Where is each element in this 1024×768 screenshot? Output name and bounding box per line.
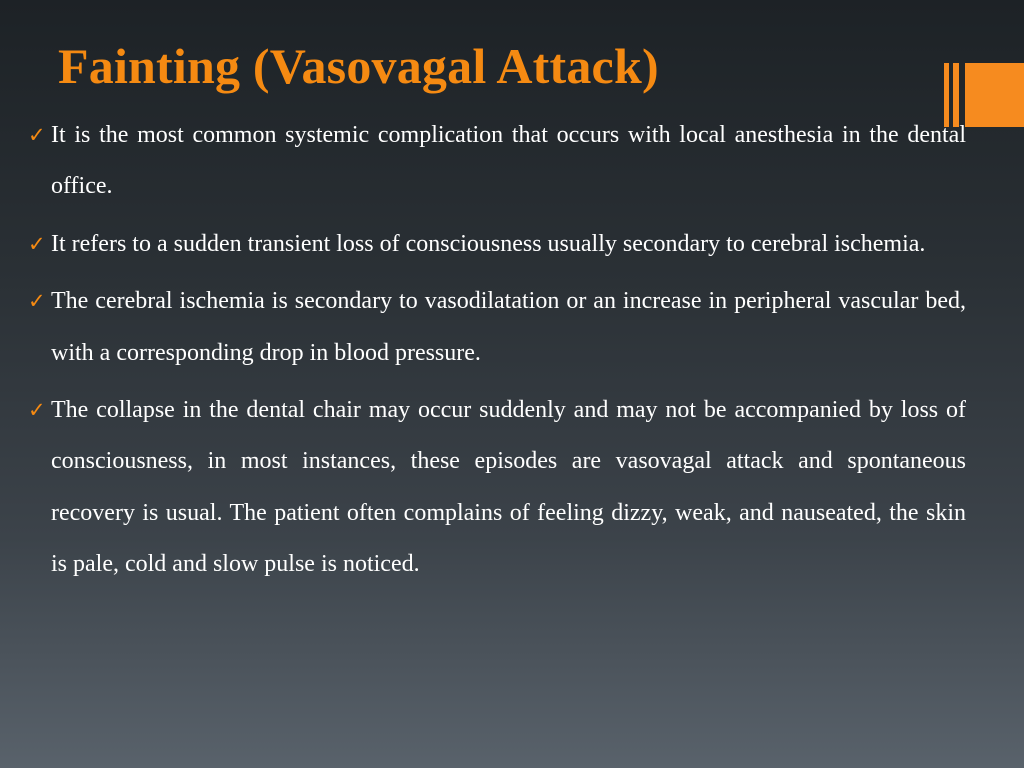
bullet-text: It is the most common systemic complication that occurs with local anesthesia in the dental office. xyxy=(51,122,966,200)
checkmark-icon: ✓ xyxy=(28,231,46,256)
list-item xyxy=(28,385,966,591)
slide-title: Fainting (Vasovagal Attack) xyxy=(58,38,659,94)
checkmark-icon: ✓ xyxy=(28,123,46,147)
bullet-text: The cerebral ischemia is secondary to vasodilatation or an increase in peripheral vascular bed, with a corresponding drop in blood pressure. xyxy=(51,288,966,366)
checkmark-icon: ✓ xyxy=(28,289,46,314)
bullet-text: It refers to a sudden transient loss of consciousness usually secondary to cerebral ischemia. xyxy=(51,230,926,257)
list-item xyxy=(28,276,966,379)
accent-bar-block xyxy=(965,63,1024,127)
list-item xyxy=(28,219,966,270)
bullet-list xyxy=(28,110,966,597)
bullet-text: The collapse in the dental chair may occur suddenly and may not be accompanied by loss of consciousness, in most instances, these episodes are vasovagal attack and spontaneous recovery is usual. The patient often complains of feeling dizzy, weak, and nauseated, the skin is pale, cold and slow pulse is noticed. xyxy=(51,397,966,578)
list-item xyxy=(28,110,966,213)
checkmark-icon: ✓ xyxy=(28,398,46,423)
